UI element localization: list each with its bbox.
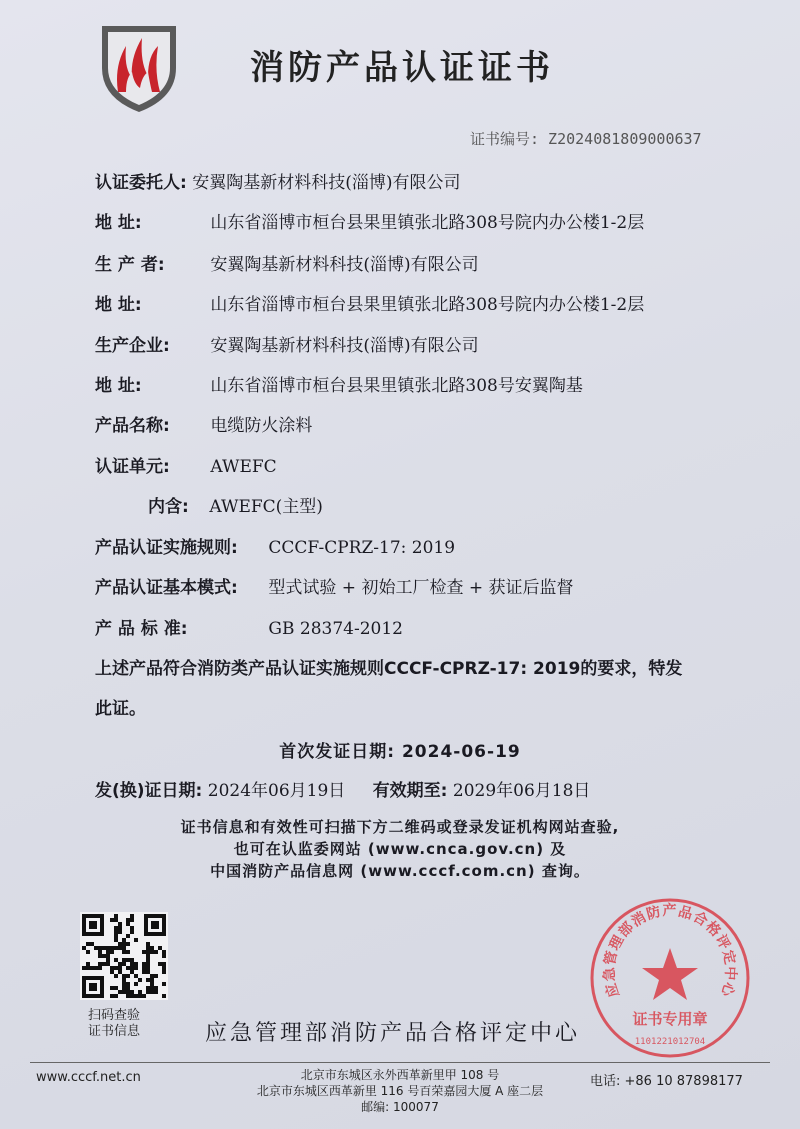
field-row [95, 290, 644, 315]
statement-line: 上述产品符合消防类产品认证实施规则CCCF-CPRZ-17: 2019的要求，特发 [95, 659, 683, 679]
field-label: 认证单元: [95, 457, 170, 477]
qr-code-icon[interactable] [80, 912, 168, 1000]
qr-caption: 证书信息 [88, 1024, 141, 1039]
qr-caption: 扫码查验 [88, 1008, 141, 1023]
field-label: 认证委托人: [95, 173, 187, 193]
field-value: 安翼陶基新材料科技(淄博)有限公司 [210, 255, 479, 275]
field-label: 地 址: [95, 376, 142, 396]
valid-date-value: 2029年06月18日 [452, 781, 591, 801]
field-row [95, 371, 583, 396]
issuer-name: 应急管理部消防产品合格评定中心 [205, 1021, 581, 1046]
footer-address: 北京市东城区永外西革新里甲 108 号 [300, 1068, 500, 1082]
field-row [95, 411, 312, 436]
verify-line: 也可在认监委网站 (www.cnca.gov.cn) 及 [233, 840, 567, 858]
seal-number: 1101221012704 [634, 1037, 706, 1047]
field-value: AWEFC [210, 457, 277, 477]
statement-line: 此证。 [95, 699, 146, 719]
field-row [148, 492, 323, 517]
footer-address: 北京市东城区西革新里 116 号百荣嘉园大厦 A 座二层 [256, 1084, 544, 1098]
field-value: GB 28374-2012 [268, 619, 403, 639]
date-row [95, 776, 590, 801]
field-row [95, 573, 574, 598]
certificate-title: 消防产品认证证书 [250, 48, 554, 88]
footer-postcode: 邮编: 100077 [361, 1100, 439, 1114]
issue-date-label: 发(换)证日期: [95, 781, 203, 801]
field-value: 安翼陶基新材料科技(淄博)有限公司 [192, 173, 461, 193]
verify-line: 证书信息和有效性可扫描下方二维码或登录发证机构网站查验, [180, 818, 620, 836]
field-value: 型式试验 + 初始工厂检查 + 获证后监督 [268, 578, 574, 598]
field-label: 地 址: [95, 213, 142, 233]
field-label: 产 品 标 准: [95, 619, 188, 639]
fire-logo-icon [96, 22, 182, 114]
field-label: 产品认证实施规则: [95, 538, 238, 558]
field-label: 内含: [148, 497, 189, 517]
field-row [95, 614, 403, 639]
field-label: 产品名称: [95, 416, 170, 436]
field-value: 山东省淄博市桓台县果里镇张北路308号院内办公楼1-2层 [210, 213, 645, 233]
field-row [95, 452, 277, 477]
field-row [95, 533, 455, 558]
verify-line: 中国消防产品信息网 (www.cccf.com.cn) 查询。 [210, 862, 590, 880]
field-row [95, 250, 479, 275]
field-label: 生 产 者: [95, 255, 165, 275]
field-label: 地 址: [95, 295, 142, 315]
field-value: 安翼陶基新材料科技(淄博)有限公司 [210, 336, 479, 356]
field-value: 山东省淄博市桓台县果里镇张北路308号院内办公楼1-2层 [210, 295, 645, 315]
field-value: CCCF-CPRZ-17: 2019 [268, 538, 456, 558]
field-label: 生产企业: [95, 336, 170, 356]
footer-website: www.cccf.net.cn [36, 1070, 141, 1085]
field-row [95, 168, 460, 193]
issue-date-value: 2024年06月19日 [207, 781, 346, 801]
first-issue-date: 首次发证日期: 2024-06-19 [279, 742, 521, 762]
seal-sub: 证书专用章 [632, 1010, 708, 1028]
footer-divider [30, 1062, 770, 1063]
certificate-number: 证书编号: Z2024081809000637 [470, 130, 702, 148]
valid-date-label: 有效期至: [372, 781, 448, 801]
seal-text: 应急管理部消防产品合格评定中心 [601, 903, 739, 1000]
official-seal-icon [588, 896, 752, 1060]
field-value: 电缆防火涂料 [210, 416, 313, 436]
field-value: 山东省淄博市桓台县果里镇张北路308号安翼陶基 [210, 376, 583, 396]
field-value: AWEFC(主型) [209, 497, 323, 517]
field-row [95, 208, 644, 233]
footer-phone: 电话: +86 10 87898177 [590, 1074, 743, 1089]
field-row [95, 331, 479, 356]
field-label: 产品认证基本模式: [95, 578, 238, 598]
